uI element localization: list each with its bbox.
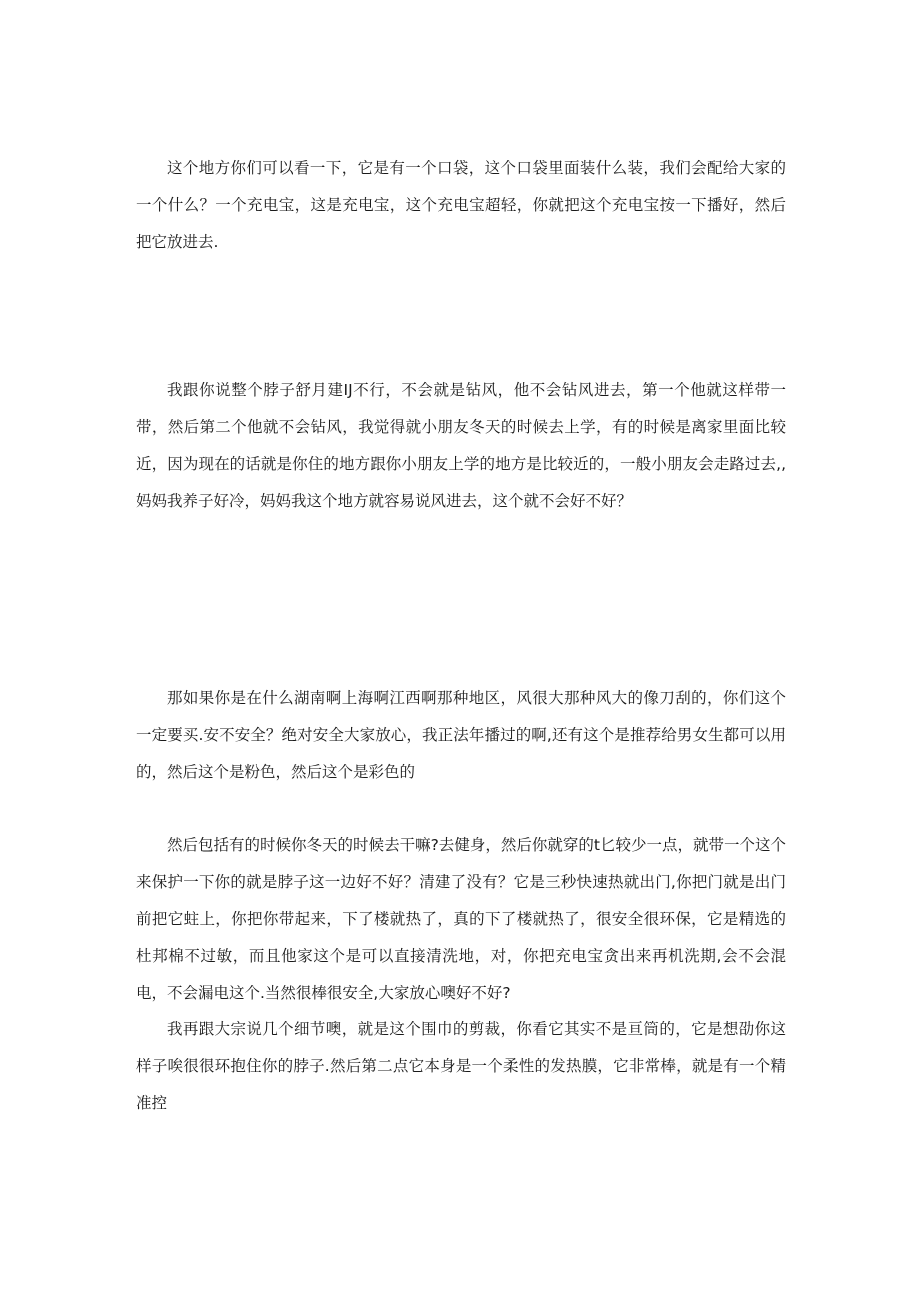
paragraph-4: 然后包括有的时候你冬天的时候去干嘛?去健身，然后你就穿的t匕较少一点，就带一个这个来保护一下你的就是脖子这一边好不好？清建了没有？它是三秒快速热就出门,你把门就是出门前把它蛀上，你把你带起来，下了楼就热了，真的下了楼就热了，很安全很环保，它是精选的杜邦棉不过敏，而且他家这个是可以直接清洗地，对，你把充电宝贪出来再机洗期,会不会混电，不会漏电这个.当然很棒很安全,大家放心噢好不好? [136,836,786,1002]
paragraph-2: 我跟你说整个脖子舒月建IJ不行，不会就是钻风，他不会钻风进去，第一个他就这样带一带，然后第二个他就不会钻风，我觉得就小朋友冬天的时候去上学，有的时候是离家里面比较近，因为现在的话就是你住的地方跟你小朋友上学的地方是比较近的，一般小朋友会走路过去,,妈妈我养子好冷，妈妈我这个地方就容易说风进去，这个就不会好不好？ [136,381,786,510]
paragraph-3: 那如果你是在什么湖南啊上海啊江西啊那种地区，风很大那种风大的像刀刮的，你们这个一定要买.安不安全？绝对安全大家放心，我正法年播过的啊,还有这个是推荐给男女生都可以用的，然后这个是粉色，然后这个是彩色的 [136,689,786,781]
paragraph-1: 这个地方你们可以看一下，它是有一个口袋，这个口袋里面装什么装，我们会配给大家的一个什么？一个充电宝，这是充电宝，这个充电宝超轻，你就把这个充电宝按一下播好，然后把它放进去. [136,159,786,251]
paragraph-5: 我再跟大宗说几个细节噢，就是这个围巾的剪裁，你看它其实不是亘筒的，它是想劭你这样子唉很很环抱住你的脖子.然后第二点它本身是一个柔性的发热膜，它非常棒，就是有一个精准控 [136,1020,786,1112]
